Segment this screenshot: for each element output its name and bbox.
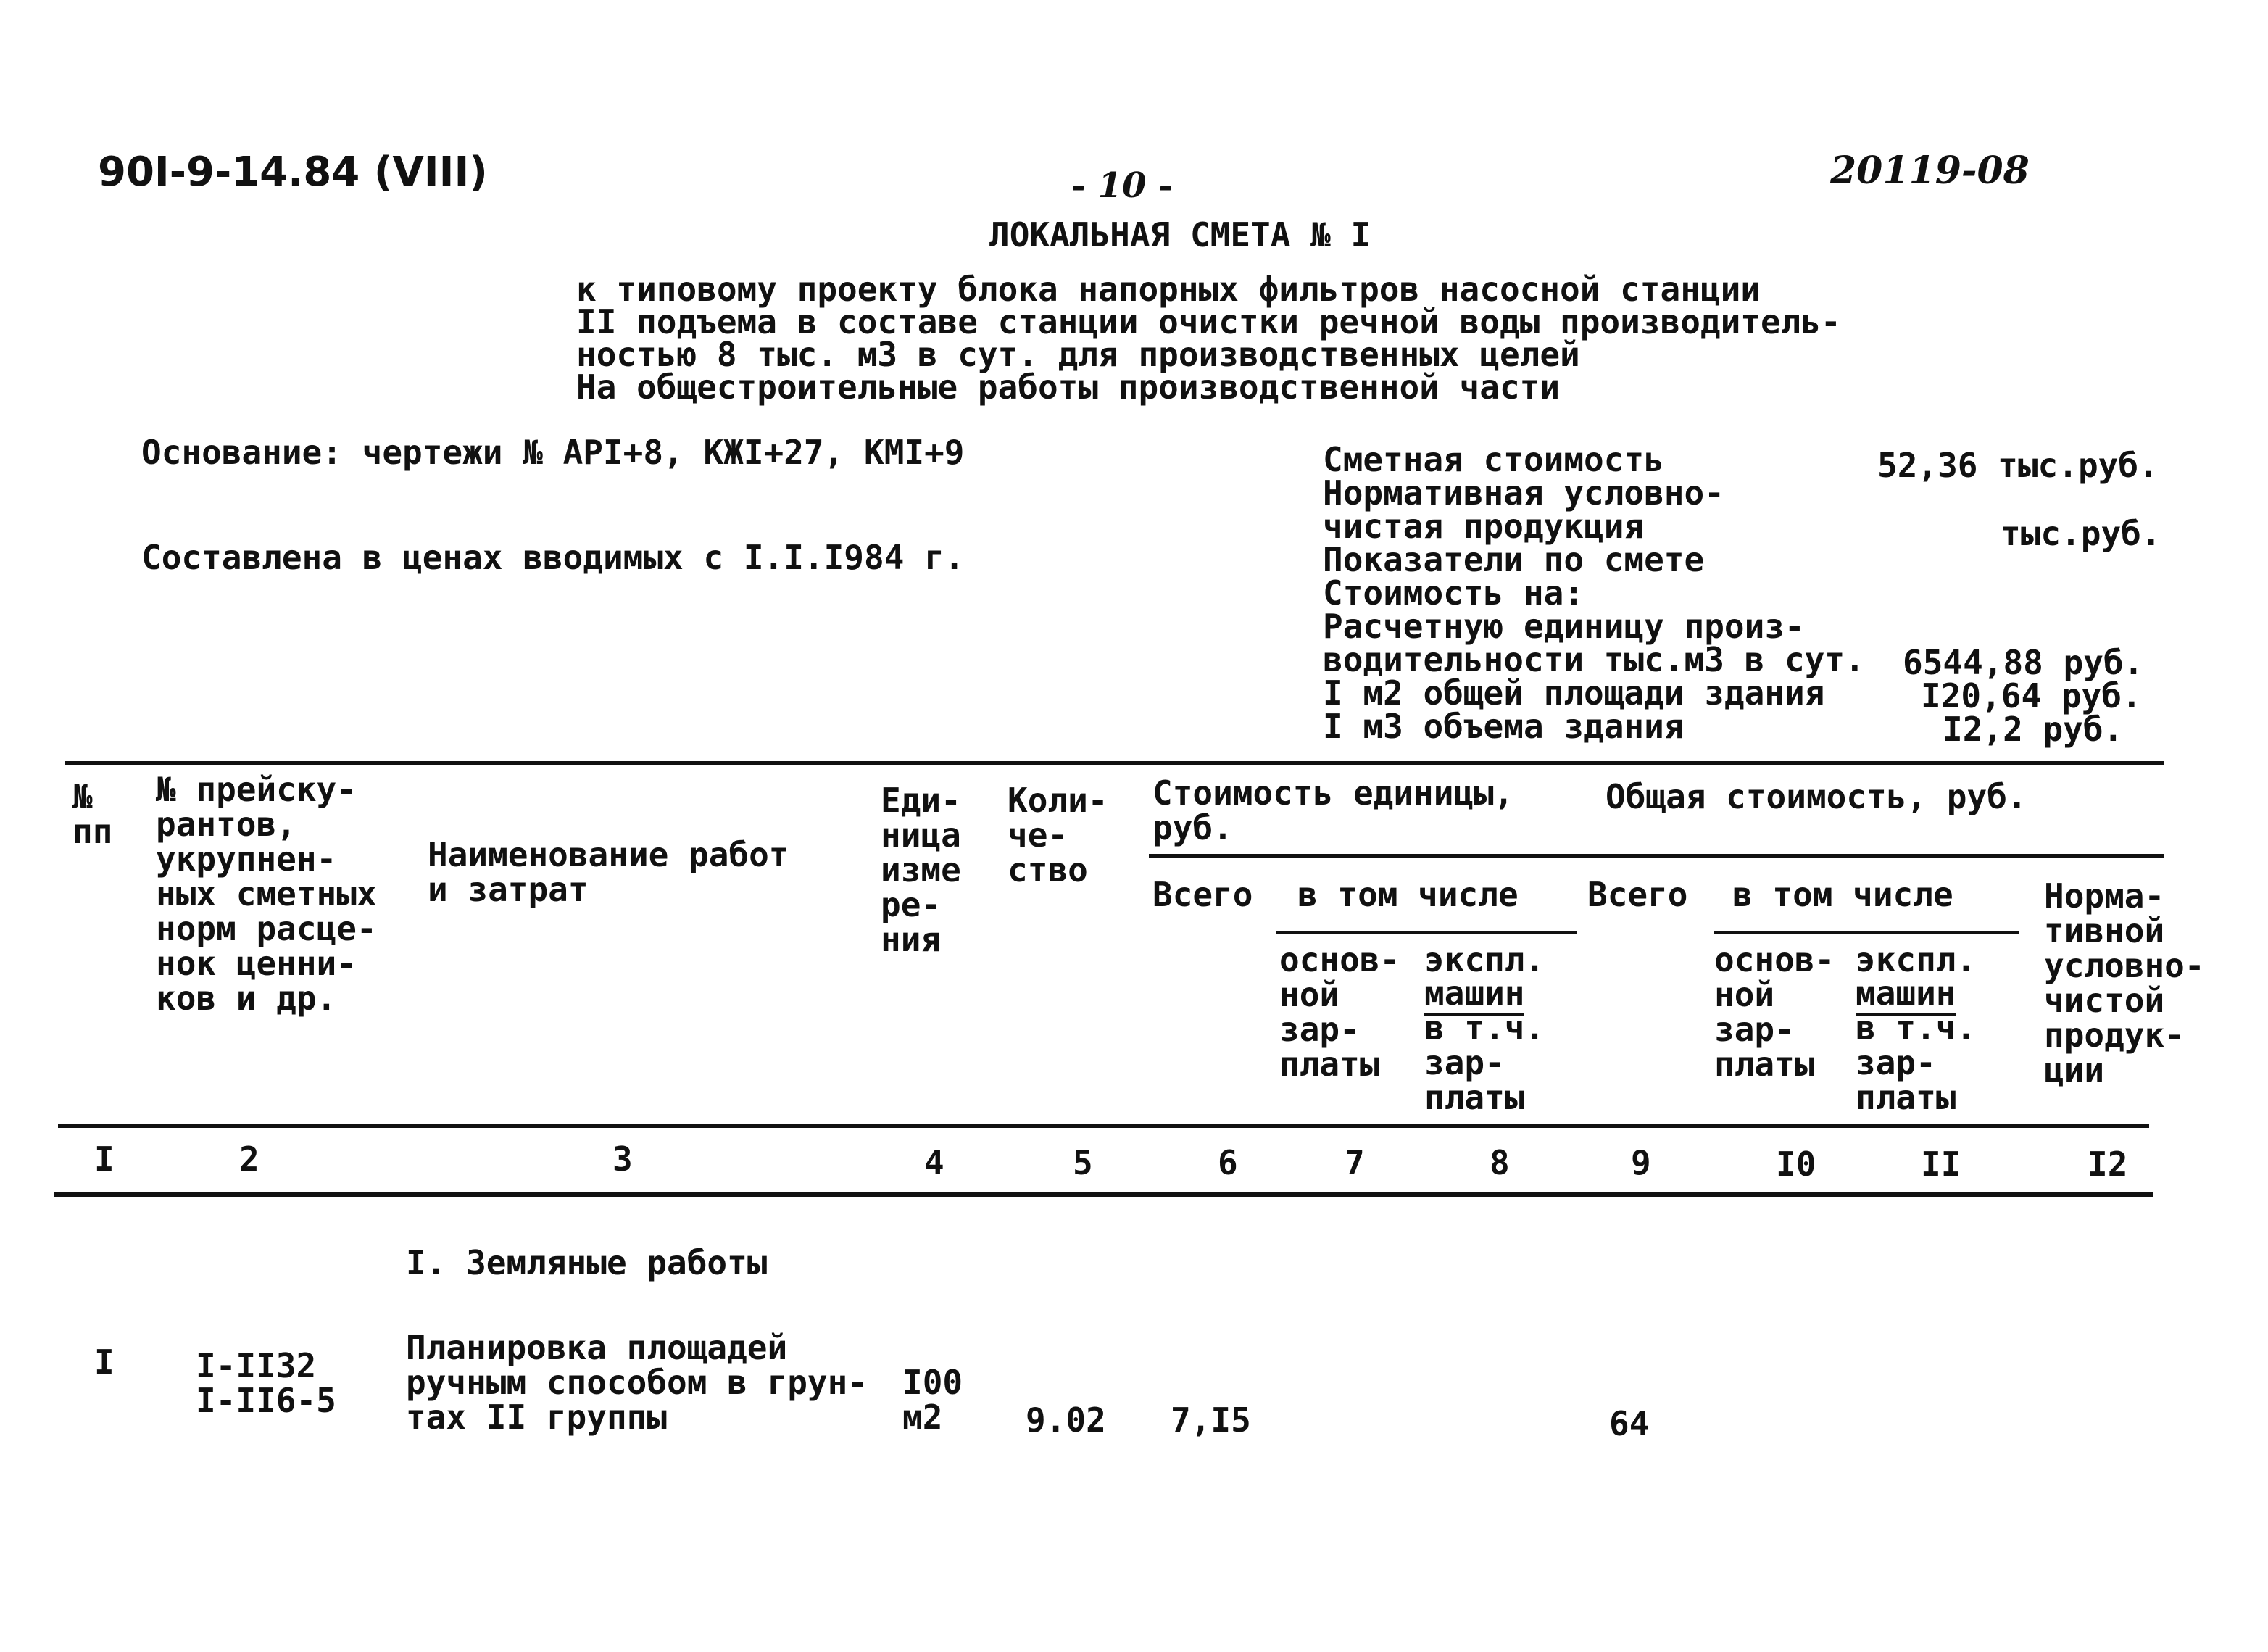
volume-value: I2,2 руб. — [1943, 710, 2124, 749]
column-number-8: 8 — [1490, 1143, 1510, 1182]
column-number-5: 5 — [1073, 1143, 1093, 1182]
subtitle-line-4: На общестроительные работы производственной части — [576, 368, 1561, 407]
header-unit-machines-1: экспл. — [1424, 940, 1545, 979]
area-label: I м2 общей площади здания — [1323, 673, 1825, 713]
norm-production-label-2: чистая продукция — [1323, 507, 1645, 546]
unit-capacity-value: 6544,88 руб. — [1903, 643, 2144, 682]
row-work-name: Планировка площадей ручным способом в грун- тах II группы — [406, 1328, 868, 1437]
header-total-total: Всего — [1587, 875, 1688, 914]
norm-production-label-1: Нормативная условно- — [1323, 473, 1724, 512]
volume-label: I м3 объема здания — [1323, 707, 1685, 746]
row-number: I — [94, 1342, 115, 1382]
indicators-label: Показатели по смете — [1323, 540, 1705, 579]
header-unit-machines-2 — [1424, 974, 1525, 1013]
header-unit-cost: Стоимость единицы, руб. — [1152, 773, 1514, 847]
column-number-1: I — [94, 1140, 115, 1179]
unit-capacity-label-1: Расчетную единицу произ- — [1323, 607, 1805, 646]
estimate-cost-label: Сметная стоимость — [1323, 440, 1664, 479]
column-number-7: 7 — [1345, 1143, 1365, 1182]
header-total-machines-2 — [1856, 974, 1956, 1013]
row-price-codes: I-II32 I-II6-5 — [196, 1346, 336, 1420]
cost-on-label: Стоимость на: — [1323, 573, 1584, 613]
column-number-12: I2 — [2088, 1145, 2128, 1184]
header-work-name: Наименование работ и затрат — [428, 835, 789, 909]
basis-drawings: Основание: чертежи № АРI+8, КЖI+27, КМI+9 — [141, 433, 965, 472]
subtitle-line-3: ностью 8 тыс. м3 в сут. для производственных целей — [576, 335, 1580, 374]
header-unit-machines-3: в т.ч. зар- платы — [1424, 1008, 1545, 1117]
subtitle-line-1: к типовому проекту блока напорных фильтров насосной станции — [576, 270, 1761, 309]
column-number-10: I0 — [1776, 1145, 1816, 1184]
column-number-11: II — [1921, 1145, 1961, 1184]
header-normative-production: Норма- тивной условно- чистой продук- ции — [2044, 876, 2205, 1089]
norm-production-value: тыс.руб. — [2001, 514, 2161, 553]
header-quantity: Коли- че- ство — [1008, 781, 1108, 889]
column-numbers-bottom-rule — [54, 1192, 2153, 1197]
header-total-cost: Общая стоимость, руб. — [1606, 777, 2027, 816]
column-number-4: 4 — [924, 1143, 944, 1182]
header-row-number: № пп — [72, 777, 113, 851]
header-total-machines-1: экспл. — [1856, 940, 1977, 979]
archive-stamp-number: 20119-08 — [1830, 149, 2030, 193]
table-top-rule — [65, 761, 2164, 765]
header-total-including: в том числе — [1732, 875, 1953, 914]
column-number-9: 9 — [1631, 1143, 1651, 1182]
header-unit: Еди- ница изме ре- ния — [881, 781, 961, 959]
header-unit-total: Всего — [1152, 875, 1253, 914]
header-total-base-wage: основ- ной зар- платы — [1714, 940, 1835, 1084]
row-total-cost: 64 — [1609, 1404, 1650, 1443]
header-price-list-codes: № прейску- рантов, укрупнен- ных сметных норм расце- нок ценни- ков и др. — [156, 770, 377, 1018]
row-unit-cost-total: 7,I5 — [1171, 1400, 1251, 1440]
column-number-2: 2 — [239, 1140, 259, 1179]
header-unit-including-rule — [1276, 931, 1577, 934]
estimate-cost-value: 52,36 тыс.руб. — [1877, 446, 2159, 485]
header-unit-machines-underlined: машин — [1424, 974, 1524, 1016]
header-total-machines-underlined: машин — [1856, 974, 1956, 1016]
page-number: - 10 - — [1071, 165, 1174, 206]
document-code: 90I-9-14.84 (VIII) — [98, 149, 488, 196]
column-number-3: 3 — [612, 1140, 633, 1179]
row-unit: I00 м2 — [902, 1363, 963, 1437]
header-total-machines-3: в т.ч. зар- платы — [1856, 1008, 1977, 1117]
unit-capacity-label-2: водительности тыс.м3 в сут. — [1323, 640, 1865, 679]
section-title: I. Земляные работы — [406, 1243, 768, 1282]
header-unit-base-wage: основ- ной зар- платы — [1279, 940, 1400, 1084]
header-unit-including: в том числе — [1297, 875, 1519, 914]
area-value: I20,64 руб. — [1921, 676, 2142, 715]
column-numbers-top-rule — [58, 1124, 2149, 1128]
header-total-including-rule — [1714, 931, 2019, 934]
header-cost-rule — [1149, 854, 2164, 858]
row-quantity: 9.02 — [1026, 1400, 1106, 1440]
price-basis: Составлена в ценах вводимых с I.I.I984 г. — [141, 538, 965, 577]
document-title: ЛОКАЛЬНАЯ СМЕТА № I — [989, 215, 1371, 254]
column-number-6: 6 — [1218, 1143, 1238, 1182]
subtitle-line-2: II подъема в составе станции очистки речной воды производитель- — [576, 302, 1841, 341]
